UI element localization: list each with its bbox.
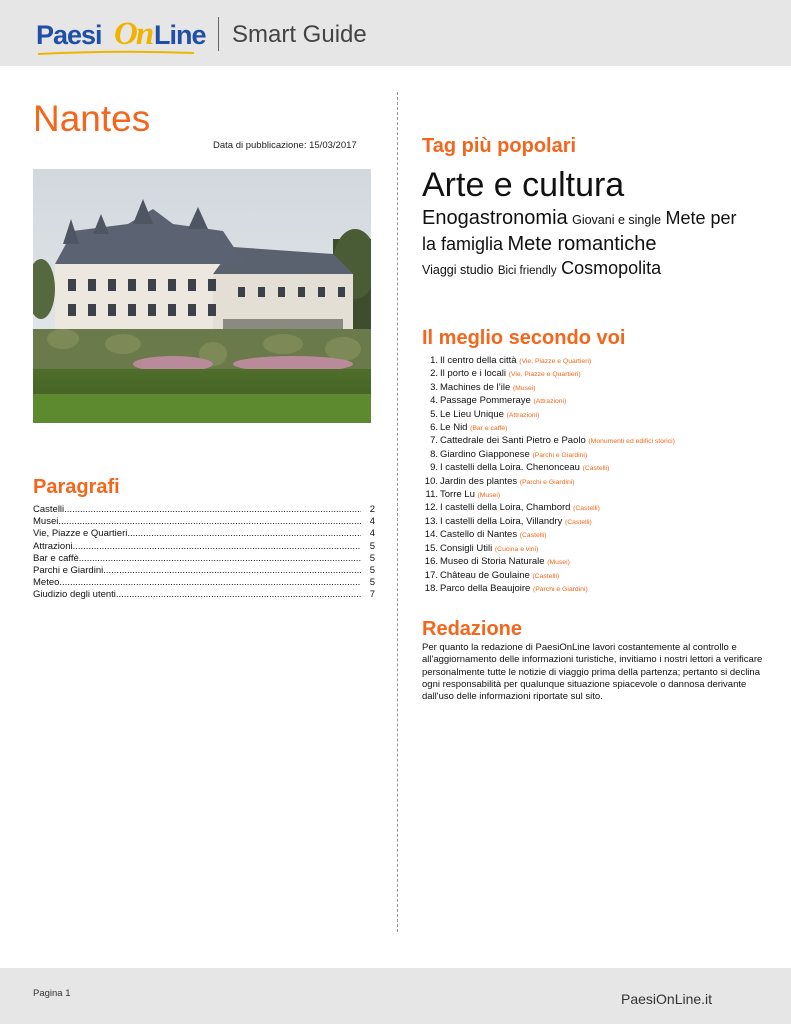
list-item[interactable] [422, 502, 762, 515]
list-item-name: Consigli Utili [440, 542, 493, 554]
list-item-name: Castello di Nantes [440, 529, 518, 541]
toc-entry-name: Meteo ..... [33, 577, 361, 589]
paragrafi-heading: Paragrafi [33, 476, 120, 498]
list-item-name: Cattedrale dei Santi Pietro e Paolo [440, 435, 586, 447]
list-item-category: (Cucina e vini) [494, 545, 539, 553]
list-item-category: (Castelli) [532, 572, 560, 580]
list-item-category: (Bar e caffè) [470, 425, 508, 433]
list-item-number: 12. [424, 502, 438, 514]
list-item-category: (Vie, Piazze e Quartieri) [508, 371, 581, 379]
list-item-name: Le Nid [440, 422, 468, 434]
footer-site-link[interactable]: PaesiOnLine.it [621, 991, 713, 1007]
list-item-name: Passage Pommeraye [440, 395, 531, 407]
list-item-category: (Musei) [547, 559, 570, 567]
toc-entry-name: Bar e caffè ..... [33, 553, 361, 565]
list-item-number: 16. [424, 556, 438, 568]
toc-entry-name: Castelli ..... [33, 504, 361, 516]
list-item-number: 18. [424, 582, 438, 594]
tag-link[interactable]: Enogastronomia [422, 207, 568, 229]
tag-cloud [422, 164, 742, 281]
tag-link[interactable]: Giovani e single [572, 213, 662, 227]
tag-link[interactable]: Arte e cultura [422, 166, 625, 204]
list-item-category: (Parchi e Giardini) [519, 478, 575, 486]
list-item[interactable] [422, 449, 762, 462]
tag-link[interactable]: Cosmopolita [561, 258, 662, 279]
list-item-category: (Attrazioni) [506, 411, 540, 419]
toc-entry-page: 5 [369, 565, 375, 577]
toc-entry-name: Vie, Piazze e Quartieri ..... [33, 528, 361, 540]
list-item-number: 10. [424, 475, 438, 487]
list-item-number: 7. [430, 435, 438, 447]
header-subtitle: Smart Guide [232, 21, 367, 48]
list-item-number: 15. [424, 542, 438, 554]
toc-entry-page: 7 [369, 589, 375, 601]
page-number: Pagina 1 [33, 988, 71, 999]
list-item-name: Il porto e i locali [440, 368, 507, 380]
list-item[interactable] [422, 395, 762, 408]
list-item-number: 4. [430, 395, 438, 407]
list-item-category: (Monumenti ed edifici storici) [588, 438, 675, 446]
list-item[interactable] [422, 516, 762, 529]
list-item-name: Museo di Storia Naturale [440, 556, 545, 568]
list-item-name: I castelli della Loira. Chenonceau [440, 462, 580, 474]
list-item-category: (Attrazioni) [533, 398, 567, 406]
list-item-category: (Castelli) [582, 465, 610, 473]
list-item-number: 9. [430, 462, 438, 474]
list-item[interactable] [422, 556, 762, 569]
header-bar [0, 0, 791, 66]
tag-link[interactable]: Mete per la famiglia [422, 208, 737, 254]
list-item-number: 8. [430, 448, 438, 460]
tag-link[interactable]: Viaggi studio [422, 263, 494, 278]
list-item[interactable] [422, 409, 762, 422]
toc-entry-page: 5 [369, 552, 375, 564]
list-item-number: 5. [430, 408, 438, 420]
list-item[interactable] [422, 382, 762, 395]
toc-row[interactable] [33, 577, 375, 589]
publication-date: Data di pubblicazione: 15/03/2017 [213, 140, 357, 151]
page-title: Nantes [33, 98, 151, 139]
list-item[interactable] [422, 489, 762, 502]
list-item-category: (Parchi e Giardini) [532, 585, 588, 593]
column-divider [397, 92, 398, 932]
list-item[interactable] [422, 543, 762, 556]
toc-entry-page: 4 [369, 516, 375, 528]
toc-entry-name: Parchi e Giardini ..... [33, 565, 361, 577]
list-item-number: 17. [424, 569, 438, 581]
list-item-number: 6. [430, 422, 438, 434]
best-heading: Il meglio secondo voi [422, 327, 626, 349]
logo-on-text: On [114, 16, 153, 52]
tag-link[interactable]: Bici friendly [497, 265, 557, 278]
list-item-category: (Musei) [477, 492, 501, 500]
list-item-number: 11. [425, 489, 438, 501]
toc-row[interactable] [33, 553, 375, 565]
best-list [422, 355, 762, 596]
toc-row[interactable] [33, 504, 375, 516]
list-item-name: Château de Goulaine [440, 569, 530, 581]
tags-heading: Tag più popolari [422, 135, 577, 157]
logo-paesi-text: Paesi [36, 20, 102, 50]
list-item[interactable] [422, 422, 762, 435]
list-item-category: (Musei) [512, 384, 536, 392]
list-item-category: (Castelli) [564, 518, 592, 526]
redazione-heading: Redazione [422, 618, 523, 640]
list-item[interactable] [422, 462, 762, 475]
toc-entry-name: Musei ..... [33, 516, 361, 528]
toc-entry-name: Giudizio degli utenti ..... [33, 589, 361, 601]
paragrafi-toc [33, 504, 375, 602]
list-item-name: I castelli della Loira, Villandry [440, 515, 563, 527]
list-item-name: Jardin des plantes [440, 475, 518, 487]
toc-row[interactable] [33, 516, 375, 528]
list-item-number: 1. [430, 355, 438, 366]
list-item-name: Parco della Beaujoire [440, 582, 531, 594]
list-item-name: Giardino Giapponese [440, 448, 530, 460]
list-item-name: I castelli della Loira, Chambord [440, 502, 571, 514]
list-item-category: (Vie, Piazze e Quartieri) [519, 358, 592, 365]
toc-entry-page: 5 [369, 577, 375, 589]
header-divider [218, 17, 219, 51]
castle-photo [33, 169, 371, 423]
toc-entry-page: 4 [369, 528, 375, 540]
tag-link[interactable]: Mete romantiche [507, 232, 657, 255]
list-item-name: Le Lieu Unique [440, 408, 504, 420]
list-item[interactable] [422, 355, 762, 368]
toc-entry-name: Attrazioni ..... [33, 541, 361, 553]
list-item[interactable] [422, 435, 762, 448]
redazione-text: Per quanto la redazione di PaesiOnLine lavori costantemente al controllo e all'aggiornamento delle informazioni turistiche, invitiamo i nostri lettori a verificare personalmente tutte le notizie di viaggio prima della partenza; pertanto si declina ogni responsabilità per qualunque situazione spiacevole o dannosa derivante dall'uso delle informazioni riportate sul sito. [422, 642, 763, 703]
paesionline-logo[interactable] [36, 14, 206, 58]
toc-row[interactable] [33, 565, 375, 577]
logo-swoosh-icon [36, 50, 196, 56]
list-item-number: 2. [430, 368, 438, 380]
list-item[interactable] [422, 570, 762, 583]
toc-entry-page: 5 [369, 540, 375, 552]
list-item-number: 14. [424, 529, 438, 541]
list-item-name: Machines de l’ile [440, 381, 511, 393]
list-item[interactable] [422, 583, 762, 596]
toc-entry-page: 2 [369, 504, 375, 515]
toc-row[interactable] [33, 589, 375, 601]
list-item-category: (Castelli) [519, 532, 547, 540]
list-item[interactable] [422, 476, 762, 489]
list-item-name: Torre Lu [440, 489, 475, 501]
logo-line-text: Line [154, 20, 206, 50]
list-item[interactable] [422, 368, 762, 381]
list-item[interactable] [422, 529, 762, 542]
list-item-number: 3. [430, 381, 438, 393]
list-item-name: Il centro della città [440, 355, 517, 366]
list-item-number: 13. [424, 515, 438, 527]
toc-row[interactable] [33, 528, 375, 540]
toc-row[interactable] [33, 541, 375, 553]
list-item-category: (Castelli) [573, 505, 600, 513]
list-item-category: (Parchi e Giardini) [532, 451, 588, 459]
